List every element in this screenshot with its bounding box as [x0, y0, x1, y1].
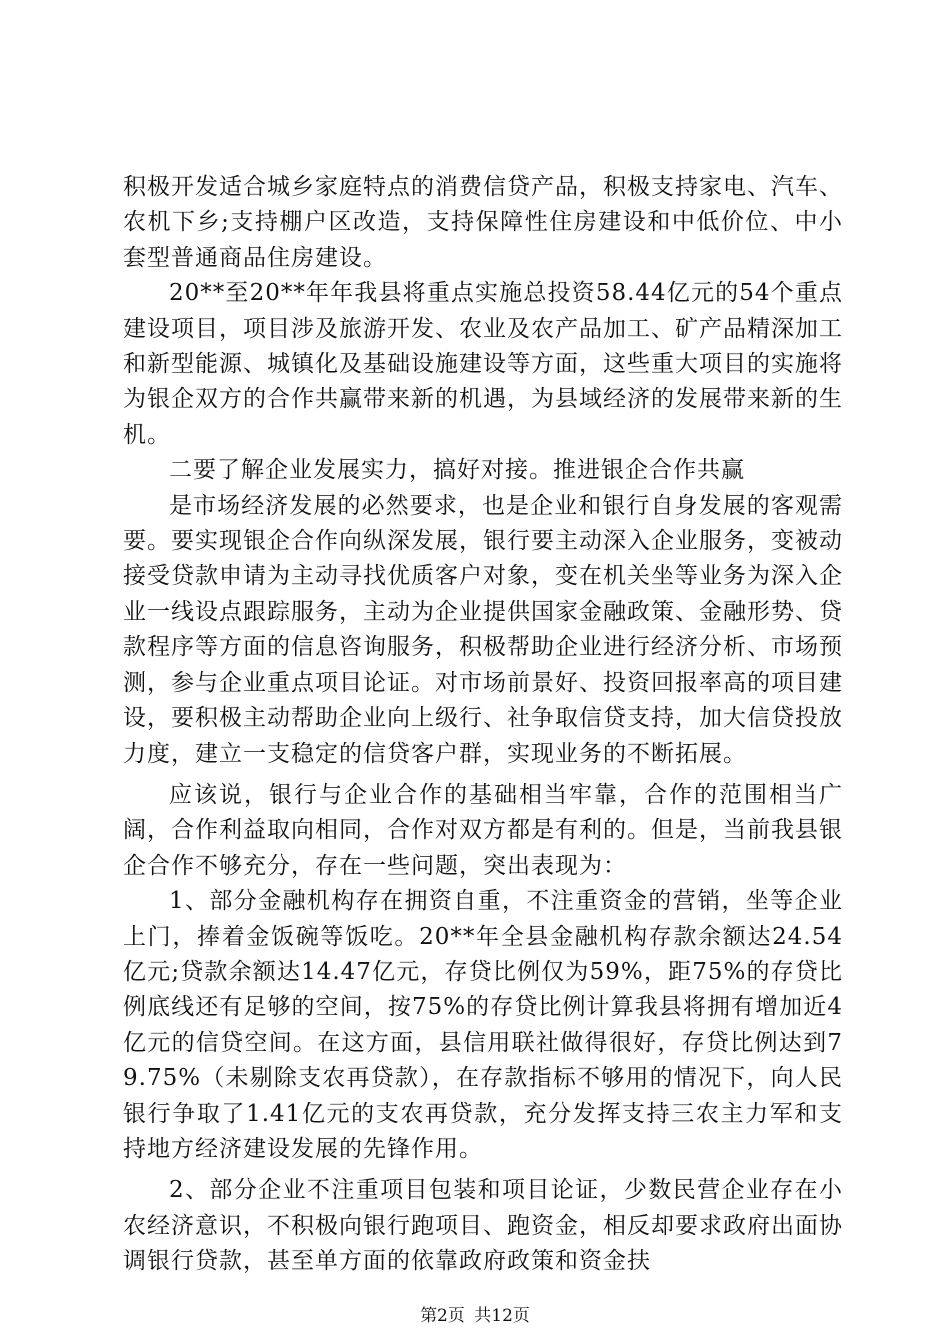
page-footer — [0, 1301, 950, 1326]
paragraph-problem-2: 2、部分企业不注重项目包装和项目论证，少数民营企业存在小农经济意识，不积极向银行跑项目、跑资金，相反却要求政府出面协调银行贷款，甚至单方面的依靠政府政策和资金扶 — [123, 1177, 843, 1275]
paragraph-market-economy: 是市场经济发展的必然要求，也是企业和银行自身发展的客观需要。要实现银企合作向纵深发展，银行要主动深入企业服务，变被动接受贷款申请为主动寻找优质客户对象，变在机关坐等业务为深入企业一线设点跟踪服务，主动为企业提供国家金融政策、金融形势、贷款程序等方面的信息咨询服务，积极帮助企业进行经济分析、市场预测，参与企业重点项目论证。对市场前景好、投资回报率高的项目建设，要积极主动帮助企业向上级行、社争取信贷支持，加大信贷投放力度，建立一支稳定的信贷客户群，实现业务的不断拓展。 — [123, 492, 843, 767]
paragraph-heading-understand-enterprise: 二要了解企业发展实力，搞好对接。推进银企合作共赢 — [169, 457, 745, 484]
paragraph-cooperation-basis: 应该说，银行与企业合作的基础相当牢靠，合作的范围相当广阔，合作利益取向相同，合作对双方都是有利的。但是，当前我县银企合作不够充分，存在一些问题，突出表现为： — [123, 781, 843, 879]
paragraph-consumer-credit: 积极开发适合城乡家庭特点的消费信贷产品，积极支持家电、汽车、农机下乡;支持棚户区改造，支持保障性住房建设和中低价位、中小套型普通商品住房建设。 — [123, 174, 843, 271]
page-total: 共12页 — [474, 1306, 530, 1326]
page-number: 第2页 — [420, 1306, 465, 1326]
paragraph-problem-1: 1、部分金融机构存在拥资自重，不注重资金的营销，坐等企业上门，捧着金饭碗等饭吃。20**年全县金融机构存款余额达24.54亿元;贷款余额达14.47亿元，存贷比例仅为59%，距75%的存贷比例底线还有足够的空间，按75%的存贷比例计算我县将拥有增加近4亿元的信贷空间。在这方面，县信用联社做得很好，存贷比例达到79.75%（未剔除支农再贷款），在存款指标不够用的情况下，向人民银行争取了1.41亿元的支农再贷款，充分发挥支持三农主力军和支持地方经济建设发展的先锋作用。 — [123, 888, 843, 1162]
paragraph-key-projects: 20**至20**年年我县将重点实施总投资58.44亿元的54个重点建设项目，项目涉及旅游开发、农业及农产品加工、矿产品精深加工和新型能源、城镇化及基础设施建设等方面，这些重大项目的实施将为银企双方的合作共赢带来新的机遇，为县域经济的发展带来新的生机。 — [123, 280, 843, 448]
document-body — [123, 170, 843, 1280]
